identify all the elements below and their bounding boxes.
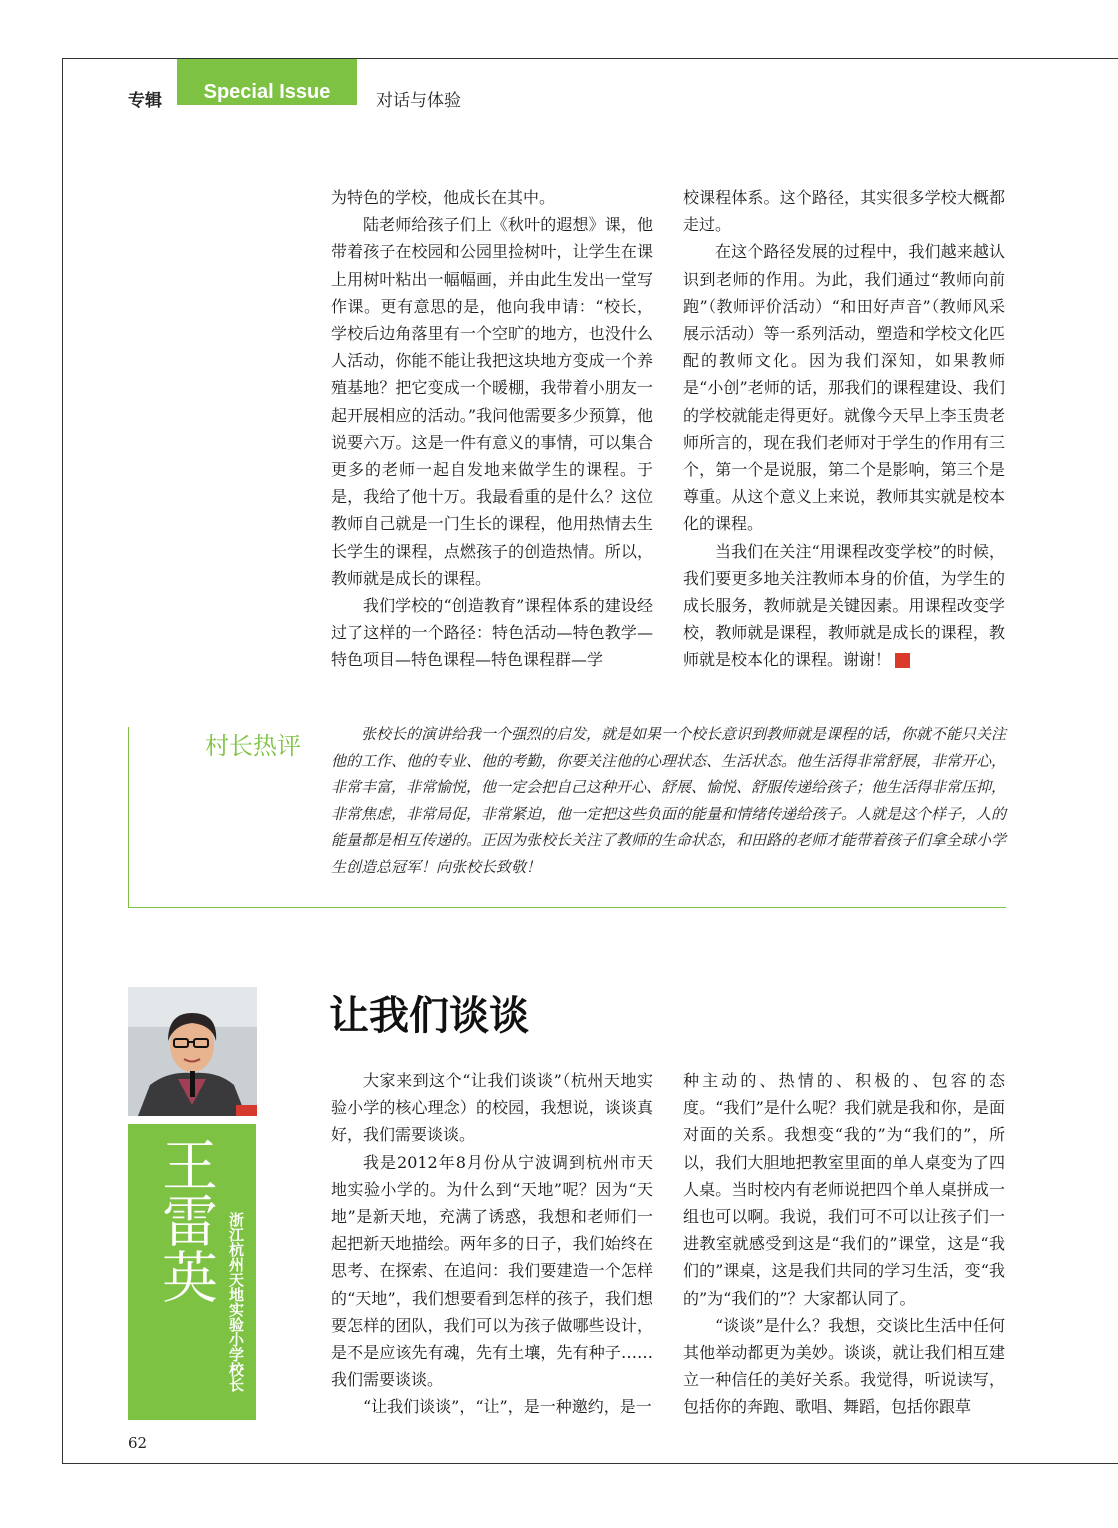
speaker-name-box bbox=[128, 1124, 256, 1420]
comment-heading: 村长热评 bbox=[205, 732, 301, 760]
speaker-portrait-icon bbox=[128, 987, 257, 1116]
article2-column-right bbox=[683, 1067, 1005, 1421]
paragraph: 我们学校的“创造教育”课程体系的建设经过了这样的一个路径：特色活动—特色教学—特色项目—特色课程—特色课程群—学 bbox=[331, 596, 653, 670]
speaker-photo bbox=[128, 987, 257, 1116]
paragraph: 在这个路径发展的过程中，我们越来越认识到老师的作用。为此，我们通过“教师向前跑”（教师评价活动）“和田好声音”（教师风采展示活动）等一系列活动，塑造和学校文化匹配的教师文化。因为我们深知，如果教师是“小创”老师的话，那我们的课程建设、我们的学校就能走得更好。就像今天早上李玉贵老师所言的，现在我们老师对于学生的作用有三个，第一个是说服，第二个是影响，第三个是尊重。从这个意义上来说，教师其实就是校本化的课程。 bbox=[683, 242, 1005, 534]
paragraph: “让我们谈谈”，“让”，是一种邀约，是一 bbox=[363, 1397, 652, 1417]
paragraph: “谈谈”是什么？我想，交谈比生活中任何其他举动都更为美妙。谈谈，就让我们相互建立一种信任的美好关系。我觉得，听说读写，包括你的奔跑、歌唱、舞蹈，包括你跟草 bbox=[683, 1315, 1005, 1417]
paragraph: 种主动的、热情的、积极的、包容的态度。“我们”是什么呢？我们就是我和你，是面对面的关系。我想变“我的”为“我们的”，所以，我们大胆地把教室里面的单人桌变为了四人桌。当时校内有老师说把四个单人桌拼成一组也可以啊。我说，我们可不可以让孩子们一进教室就感受到这是“我们的”课堂，这是“我们的”课桌，这是我们共同的学习生活，变“我的”为“我们的”？大家都认同了。 bbox=[683, 1071, 1005, 1308]
article2-title: 让我们谈谈 bbox=[329, 993, 529, 1039]
end-mark-icon: 家 bbox=[895, 653, 910, 668]
special-issue-label: Special Issue bbox=[203, 81, 331, 103]
article1-column-left bbox=[331, 184, 653, 674]
paragraph-text: 当我们在关注“用课程改变学校”的时候，我们要更多地关注教师本身的价值，为学生的成长服务，教师就是关键因素。用课程改变学校，教师就是课程，教师就是成长的课程，教师就是校本化的课程。谢谢！ bbox=[683, 541, 1005, 670]
paragraph: 校课程体系。这个路径，其实很多学校大概都走过。 bbox=[683, 188, 1005, 235]
article1-column-right bbox=[683, 184, 1005, 674]
page-number: 62 bbox=[128, 1434, 148, 1452]
header-label: 专辑 bbox=[128, 91, 162, 111]
paragraph: 为特色的学校，他成长在其中。 bbox=[331, 188, 556, 207]
speaker-role: 浙江杭州天地实验小学校长 bbox=[227, 1212, 245, 1392]
paragraph-last bbox=[683, 538, 1005, 674]
paragraph: 陆老师给孩子们上《秋叶的遐想》课，他带着孩子在校园和公园里捡树叶，让学生在课上用树叶粘出一幅幅画，并由此生发出一堂写作课。更有意思的是，他向我申请：“校长，学校后边角落里有一个空旷的地方，也没什么人活动，你能不能让我把这块地方变成一个养殖基地？把它变成一个暖棚，我带着小朋友一起开展相应的活动。”我问他需要多少预算，他说要六万。这是一件有意义的事情，可以集合更多的老师一起自发地来做学生的课程。于是，我给了他十万。我最看重的是什么？这位教师自己就是一门生长的课程，他用热情去生长学生的课程，点燃孩子的创造热情。所以，教师就是成长的课程。 bbox=[331, 215, 653, 588]
speaker-name: 王雷英 bbox=[153, 1136, 218, 1304]
article2-column-left bbox=[331, 1067, 653, 1421]
special-issue-tab bbox=[177, 59, 357, 105]
comment-rule-bottom bbox=[128, 907, 1006, 908]
paragraph: 大家来到这个“让我们谈谈”（杭州天地实验小学的核心理念）的校园，我想说，谈谈真好，我们需要谈谈。 bbox=[331, 1071, 653, 1145]
comment-rule-left bbox=[128, 727, 129, 908]
header-section-title: 对话与体验 bbox=[376, 91, 461, 111]
paragraph: 我是2012年8月份从宁波调到杭州市天地实验小学的。为什么到“天地”呢？因为“天地”是新天地，充满了诱惑，我想和老师们一起把新天地描绘。两年多的日子，我们始终在思考、在探索、在追问：我们要建造一个怎样的“天地”，我们想要看到怎样的孩子，我们想要怎样的团队，我们可以为孩子做哪些设计，是不是应该先有魂，先有土壤，先有种子……我们需要谈谈。 bbox=[331, 1152, 653, 1390]
comment-body: 张校长的演讲给我一个强烈的启发，就是如果一个校长意识到教师就是课程的话，你就不能只关注他的工作、他的专业、他的考勤，你要关注他的心理状态、生活状态。他生活得非常舒展，非常开心，非常丰富，非常愉悦，他一定会把自己这种开心、舒展、愉悦、舒服传递给孩子；他生活得非常压抑，非常焦虑，非常局促，非常紧迫，他一定把这些负面的能量和情绪传递给孩子。人就是这个样子，人的能量都是相互传递的。正因为张校长关注了教师的生命状态，和田路的老师才能带着孩子们拿全球小学生创造总冠军！向张校长致敬！ bbox=[331, 725, 1007, 876]
